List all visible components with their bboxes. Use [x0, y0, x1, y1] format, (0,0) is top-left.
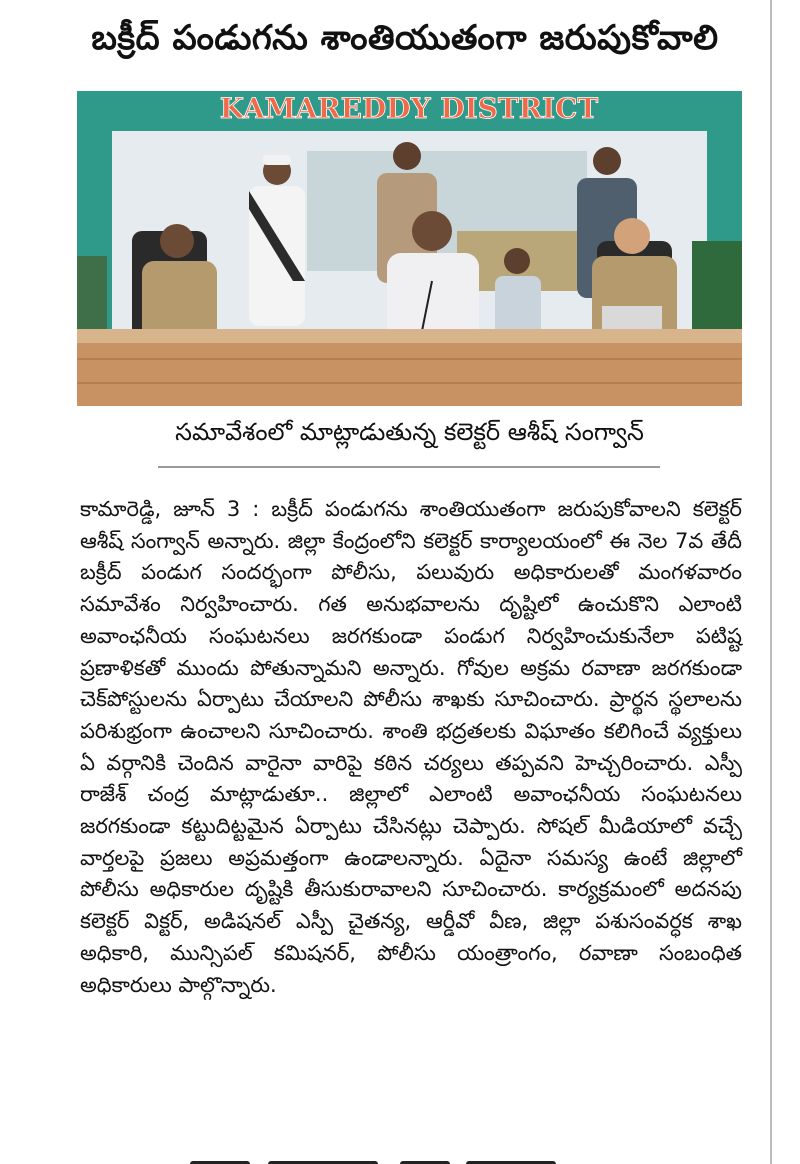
photo-caption: సమావేశంలో మాట్లాడుతున్న కలెక్టర్ ఆశీష్ సంగ్వాన్ [175, 418, 644, 446]
headline: బక్రీద్ పండుగను శాంతియుతంగా జరుపుకోవాలి [91, 18, 719, 58]
table-front [77, 343, 742, 406]
meeting-photo-illustration [77, 91, 742, 406]
article-body: కామారెడ్డి, జూన్ 3 : బక్రీద్ పండుగను శాంతియుతంగా జరుపుకోవాలని కలెక్టర్ ఆశీష్ సంగ్వాన్ అన్నారు. జిల్లా కేంద్రంలోని కలెక్టర్ కార్యాలయంలో ఈ నెల 7వ తేదీ బక్రీద్ పండుగ సందర్భంగా పోలీసు, పలువురు అధికారులతో మంగళవారం సమావేశం నిర్వహించారు. గత అనుభవాలను దృష్టిలో ఉంచుకొని ఎలాంటి అవాంఛనీయ సంఘటనలు జరగకుండా పండుగ నిర్వహించుకునేలా పటిష్ట ప్రణాళికతో ముందు పోతున్నామని అన్నారు. గోవుల అక్రమ రవాణా జరగకుండా చెక్‌పోస్టులను ఏర్పాటు చేయాలని పోలీసు శాఖకు సూచించారు. ప్రార్థన స్థలాలను పరిశుభ్రంగా ఉంచాలని సూచించారు. శాంతి భద్రతలకు విఘాతం కలిగించే వ్యక్తులు ఏ వర్గానికి చెందిన వారైనా వారిపై కఠిన చర్యలు తప్పవని హెచ్చరించారు. ఎస్పీ రాజేశ్ చంద్ర మాట్లాడుతూ.. జిల్లాలో ఎలాంటి అవాంఛనీయ సంఘటనలు జరగకుండా కట్టుదిట్టమైన ఏర్పాటు చేసినట్లు చెప్పారు. సోషల్ మీడియాలో వచ్చే వార్తలపై ప్రజలు అప్రమత్తంగా ఉండాలన్నారు. ఏదైనా సమస్య ఉంటే జిల్లాలో పోలీసు అధికారుల దృష్టికి తీసుకురావాలని సూచించారు. కార్యక్రమంలో అదనపు కలెక్టర్ విక్టర్, అడిషనల్ ఎస్పీ చైతన్య, ఆర్డీవో వీణ, జిల్లా పశుసంవర్ధక శాఖ అధికారి, మున్సిపల్ కమిషనర్, పోలీసు యంత్రాంగం, రవాణా సంబంధిత అధికారులు పాల్గొన్నారు. [80, 497, 742, 997]
caption-divider [158, 466, 660, 468]
plant-left [77, 256, 107, 341]
plant-right [692, 241, 742, 336]
banner-title: KAMAREDDY DISTRICT [219, 92, 599, 125]
table-edge [77, 329, 742, 343]
news-photo [77, 91, 742, 406]
column-divider [770, 0, 772, 1164]
next-article-fragment [190, 1152, 620, 1164]
